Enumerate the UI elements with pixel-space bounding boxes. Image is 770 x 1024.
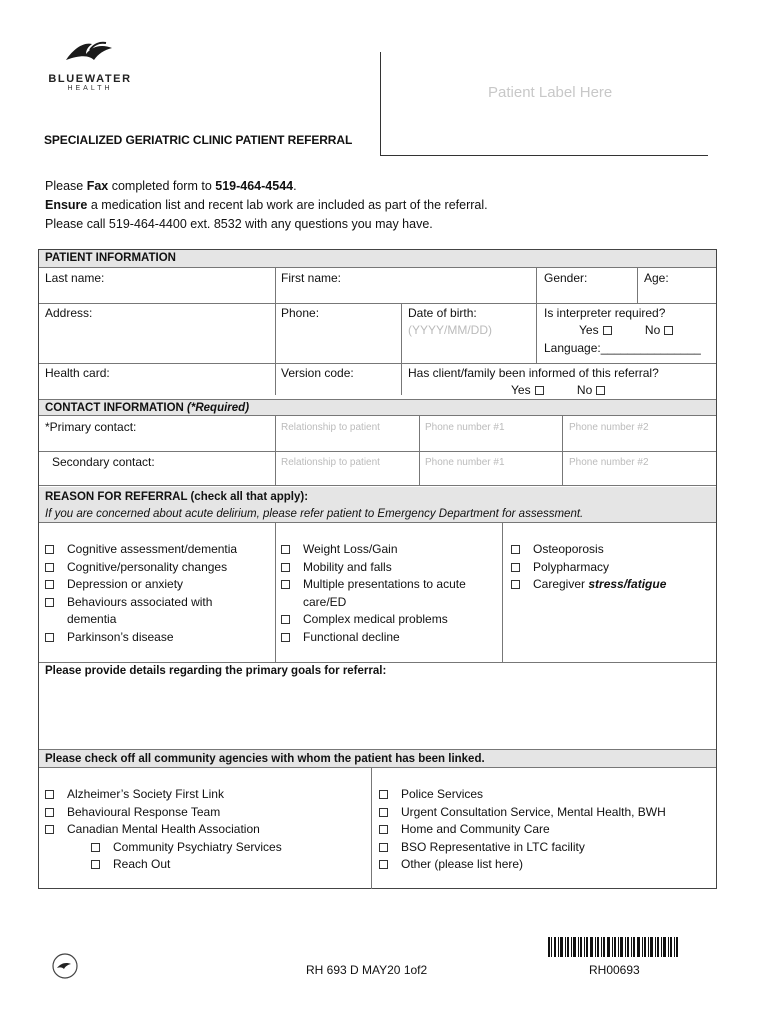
secondary-phone2-field[interactable]: Phone number #2 [569,457,649,468]
secondary-phone1-field[interactable]: Phone number #1 [425,457,505,468]
reason-option: Complex medical problems [281,611,466,629]
reason-option: Behaviours associated with [45,594,237,612]
agency-option: Urgent Consultation Service, Mental Health, BWH [379,804,666,822]
agencies-header: Please check off all community agencies with whom the patient has been linked. [39,749,716,768]
agencies-right [379,786,666,874]
label-divider-vertical [380,52,381,155]
primary-phone2-field[interactable]: Phone number #2 [569,422,649,433]
version-code-label: Version code: [281,366,354,380]
form-code: RH 693 D MAY20 1of2 [306,963,428,977]
informed-label: Has client/family been informed of this referral? [408,366,659,380]
agency-option: BSO Representative in LTC facility [379,839,666,857]
dob-field[interactable]: (YYYY/MM/DD) [408,323,492,337]
referral-form [38,249,717,889]
address-label: Address: [45,306,93,320]
barcode [548,937,678,957]
barcode-text: RH00693 [589,963,640,977]
age-label: Age: [644,271,669,285]
logo-brand: BLUEWATER [48,73,132,85]
health-card-label: Health card: [45,366,110,380]
phone-label: Phone: [281,306,320,320]
gender-label: Gender: [544,271,588,285]
reason-option: Depression or anxiety [45,576,237,594]
interpreter-label: Is interpreter required? [544,306,666,320]
agency-option: Community Psychiatry Services [45,839,282,857]
first-name-label: First name: [281,271,342,285]
interpreter-no-checkbox[interactable] [664,326,673,335]
goals-textarea[interactable] [45,685,705,745]
agencies-left [45,786,282,874]
agency-option: Reach Out [45,856,282,874]
label-divider-horizontal [380,155,708,156]
form-title: SPECIALIZED GERIATRIC CLINIC PATIENT REFERRAL [44,133,353,147]
secondary-relationship-field[interactable]: Relationship to patient [281,457,380,468]
reason-option: Cognitive/personality changes [45,559,237,577]
reason-option: Functional decline [281,629,466,647]
reason-option: Osteoporosis [511,541,666,559]
dob-label: Date of birth: [408,306,477,320]
patient-info-header: PATIENT INFORMATION [39,250,716,268]
bird-logo-icon [60,38,120,68]
bluewater-logo [40,38,140,92]
instructions: Please Fax completed form to 519-464-4544. Ensure a medication list and recent lab work are included as part of the referral. Please call 519-464-4400 ext. 8532 with any questions you may have. [45,179,488,231]
reason-option: Cognitive assessment/dementia [45,541,237,559]
contact-info-header: CONTACT INFORMATION (*Required) [39,399,716,416]
reason-col2: Weight Loss/Gain Mobility and falls Multiple presentations to acute care/ED Complex medical problems Functional decline [281,541,466,646]
agency-option: Alzheimer’s Society First Link [45,786,282,804]
footer-logo-icon [52,953,78,979]
informed-options: Yes No [511,383,605,397]
informed-no-checkbox[interactable] [596,386,605,395]
interpreter-yes-checkbox[interactable] [603,326,612,335]
reason-header: REASON FOR REFERRAL (check all that apply): If you are concerned about acute delirium, please refer patient to Emergency Department for assessment. [39,487,716,523]
patient-label-placeholder[interactable]: Patient Label Here [488,84,613,101]
reason-col3 [511,541,666,594]
agency-option: Police Services [379,786,666,804]
goals-label: Please provide details regarding the primary goals for referral: [45,665,387,677]
language-field[interactable]: Language:_______________ [544,341,701,355]
agency-option: Home and Community Care [379,821,666,839]
reason-option: Multiple presentations to acute [281,576,466,594]
logo-sub: HEALTH [67,85,113,92]
primary-contact-label: *Primary contact: [45,420,137,434]
agency-option: Other (please list here) [379,856,666,874]
reason-option: Caregiver stress/fatigue [511,576,666,594]
reason-option: Parkinson’s disease [45,629,237,647]
agency-option: Canadian Mental Health Association [45,821,282,839]
primary-relationship-field[interactable]: Relationship to patient [281,422,380,433]
reason-option: Mobility and falls [281,559,466,577]
reason-col1: Cognitive assessment/dementia Cognitive/personality changes Depression or anxiety Behaviours associated with dementia Parkinson’s disease [45,541,237,646]
agency-option: Behavioural Response Team [45,804,282,822]
primary-phone1-field[interactable]: Phone number #1 [425,422,505,433]
interpreter-options: Yes No [579,323,673,337]
secondary-contact-label: Secondary contact: [52,455,155,469]
last-name-label: Last name: [45,271,105,285]
reason-option: Polypharmacy [511,559,666,577]
informed-yes-checkbox[interactable] [535,386,544,395]
reason-option: Weight Loss/Gain [281,541,466,559]
